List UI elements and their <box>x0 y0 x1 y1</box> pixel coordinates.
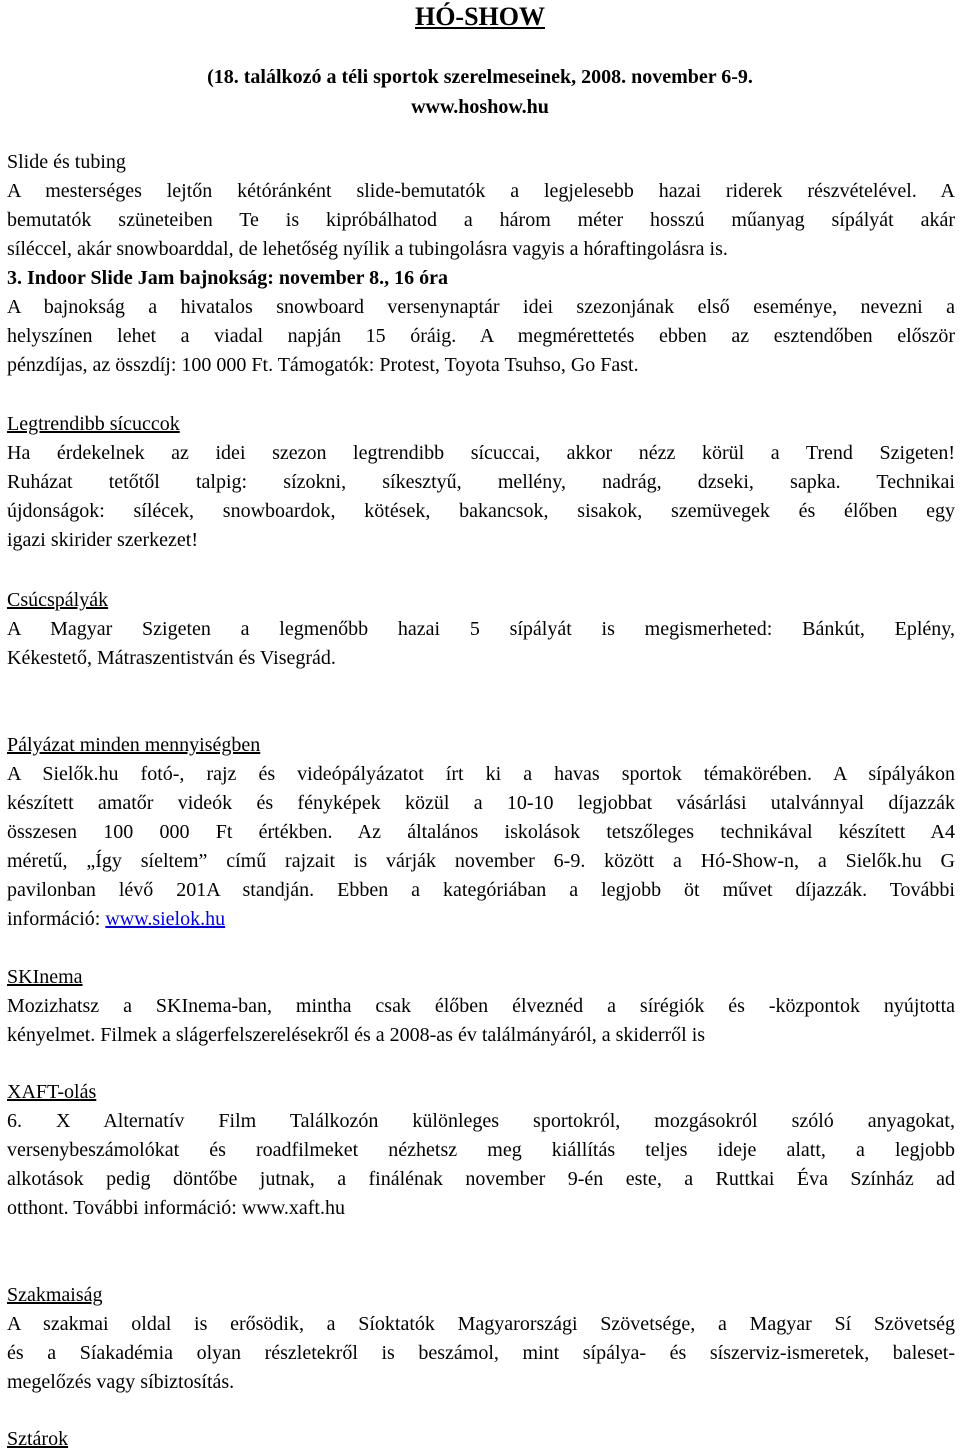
section-body-szakma <box>7 1310 955 1397</box>
text-line: versenybeszámolókat és roadfilmeket nézhetsz meg kiállítás teljes ideje alatt, a legjobb <box>7 1139 955 1161</box>
text-line: újdonságok: sílécek, snowboardok, kötések, bakancsok, sisakok, szemüvegek és élőben egy <box>7 500 955 522</box>
text-line: Kékestető, Mátraszentistván és Visegrád. <box>7 647 336 669</box>
text-line: és a Síakadémia olyan részletekről is beszámol, mint sípálya- és síszerviz-ismeretek, baleset- <box>7 1342 955 1364</box>
text-line: összesen 100 000 Ft értékben. Az általános iskolások tetszőleges technikával készített A4 <box>7 821 955 843</box>
text-line: A szakmai oldal is erősödik, a Síoktatók Magyarországi Szövetsége, a Magyar Sí Szövetség <box>7 1313 955 1335</box>
text-line: pavilonban lévő 201A standján. Ebben a kategóriában a legjobb öt művet díjazzák. További <box>7 879 955 901</box>
section-heading-sztarok: Sztárok <box>7 1428 69 1450</box>
text-line: igazi skirider szerkezet! <box>7 529 199 551</box>
document-subtitle: (18. találkozó a téli sportok szerelmeseinek, 2008. november 6-9. <box>207 66 753 88</box>
section-body-slide <box>7 177 955 380</box>
text-line <box>7 264 955 293</box>
info-prefix: információ: <box>7 908 106 930</box>
section-heading-slide: Slide és tubing <box>7 151 126 173</box>
section-body-csucs <box>7 615 955 673</box>
text-line: A mesterséges lejtőn kétóránként slide-bemutatók a legjelesebb hazai riderek részvételével. A <box>7 180 955 202</box>
text-line: helyszínen lehet a viadal napján 15 óráig. A megmérettetés ebben az esztendőben először <box>7 325 955 347</box>
text-line: készített amatőr videók és fényképek közül a 10-10 legjobbat vásárlási utalvánnyal díjazzák <box>7 792 955 814</box>
text-line: megelőzés vagy síbiztosítás. <box>7 1371 235 1393</box>
text-line: kényelmet. Filmek a slágerfelszerelésekről és a 2008-as év találmányáról, a skiderről is <box>7 1024 706 1046</box>
text-line: alkotások pedig döntőbe jutnak, a finálénak november 9-én este, a Ruttkai Éva Színház ad <box>7 1168 955 1190</box>
section-heading-szakma: Szakmaiság <box>7 1284 103 1306</box>
section-body-trend <box>7 439 955 555</box>
section-heading-trend: Legtrendibb sícuccok <box>7 413 180 435</box>
text-line: A Sielők.hu fotó-, rajz és videópályázatot írt ki a havas sportok témakörében. A sípályákon <box>7 763 955 785</box>
text-line: Ha érdekelnek az idei szezon legtrendibb sícuccai, akkor nézz körül a Trend Szigeten! <box>7 442 955 464</box>
text-line: A bajnokság a hivatalos snowboard versenynaptár idei szezonjának első eseménye, nevezni a <box>7 296 955 318</box>
section-heading-csucs: Csúcspályák <box>7 589 109 611</box>
text-line: bemutatók szüneteiben Te is kipróbálhatod a három méter hosszú műanyag sípályát akár <box>7 209 955 231</box>
section-heading-skinema: SKInema <box>7 966 83 988</box>
section-heading-palyazat: Pályázat minden mennyiségben <box>7 734 261 756</box>
section-body-skinema <box>7 992 955 1050</box>
section-body-xaft <box>7 1107 955 1223</box>
section-body-palyazat <box>7 760 955 934</box>
text-line: Mozizhatsz a SKInema-ban, mintha csak élőben élveznéd a sírégiók és -központok nyújtotta <box>7 995 955 1017</box>
text-line: otthont. További információ: www.xaft.hu <box>7 1197 345 1219</box>
sielok-link[interactable]: www.sielok.hu <box>105 908 226 930</box>
text-line: síléccel, akár snowboarddal, de lehetőség nyílik a tubingolásra vagyis a hóraftingolásra is. <box>7 238 728 260</box>
website-url: www.hoshow.hu <box>411 96 549 118</box>
document-title: HÓ-SHOW <box>414 2 545 31</box>
text-line: pénzdíjas, az összdíj: 100 000 Ft. Támogatók: Protest, Toyota Tsuhso, Go Fast. <box>7 354 639 376</box>
section-heading-xaft: XAFT-olás <box>7 1081 97 1103</box>
text-line <box>7 905 955 934</box>
text-line: Ruházat tetőtől talpig: sízokni, síkesztyű, mellény, nadrág, dzseki, sapka. Technikai <box>7 471 955 493</box>
text-line: A Magyar Szigeten a legmenőbb hazai 5 sípályát is megismerheted: Bánkút, Eplény, <box>7 618 955 640</box>
text-line: 6. X Alternatív Film Találkozón különleges sportokról, mozgásokról szóló anyagokat, <box>7 1110 955 1132</box>
slide-jam-time: , 16 óra <box>384 267 448 289</box>
slide-jam-title: 3. Indoor Slide Jam bajnokság: november 8. <box>7 267 385 289</box>
text-line: méretű, „Így síeltem” című rajzait is várják november 6-9. között a Hó-Show-n, a Sielők.hu G <box>7 850 955 872</box>
